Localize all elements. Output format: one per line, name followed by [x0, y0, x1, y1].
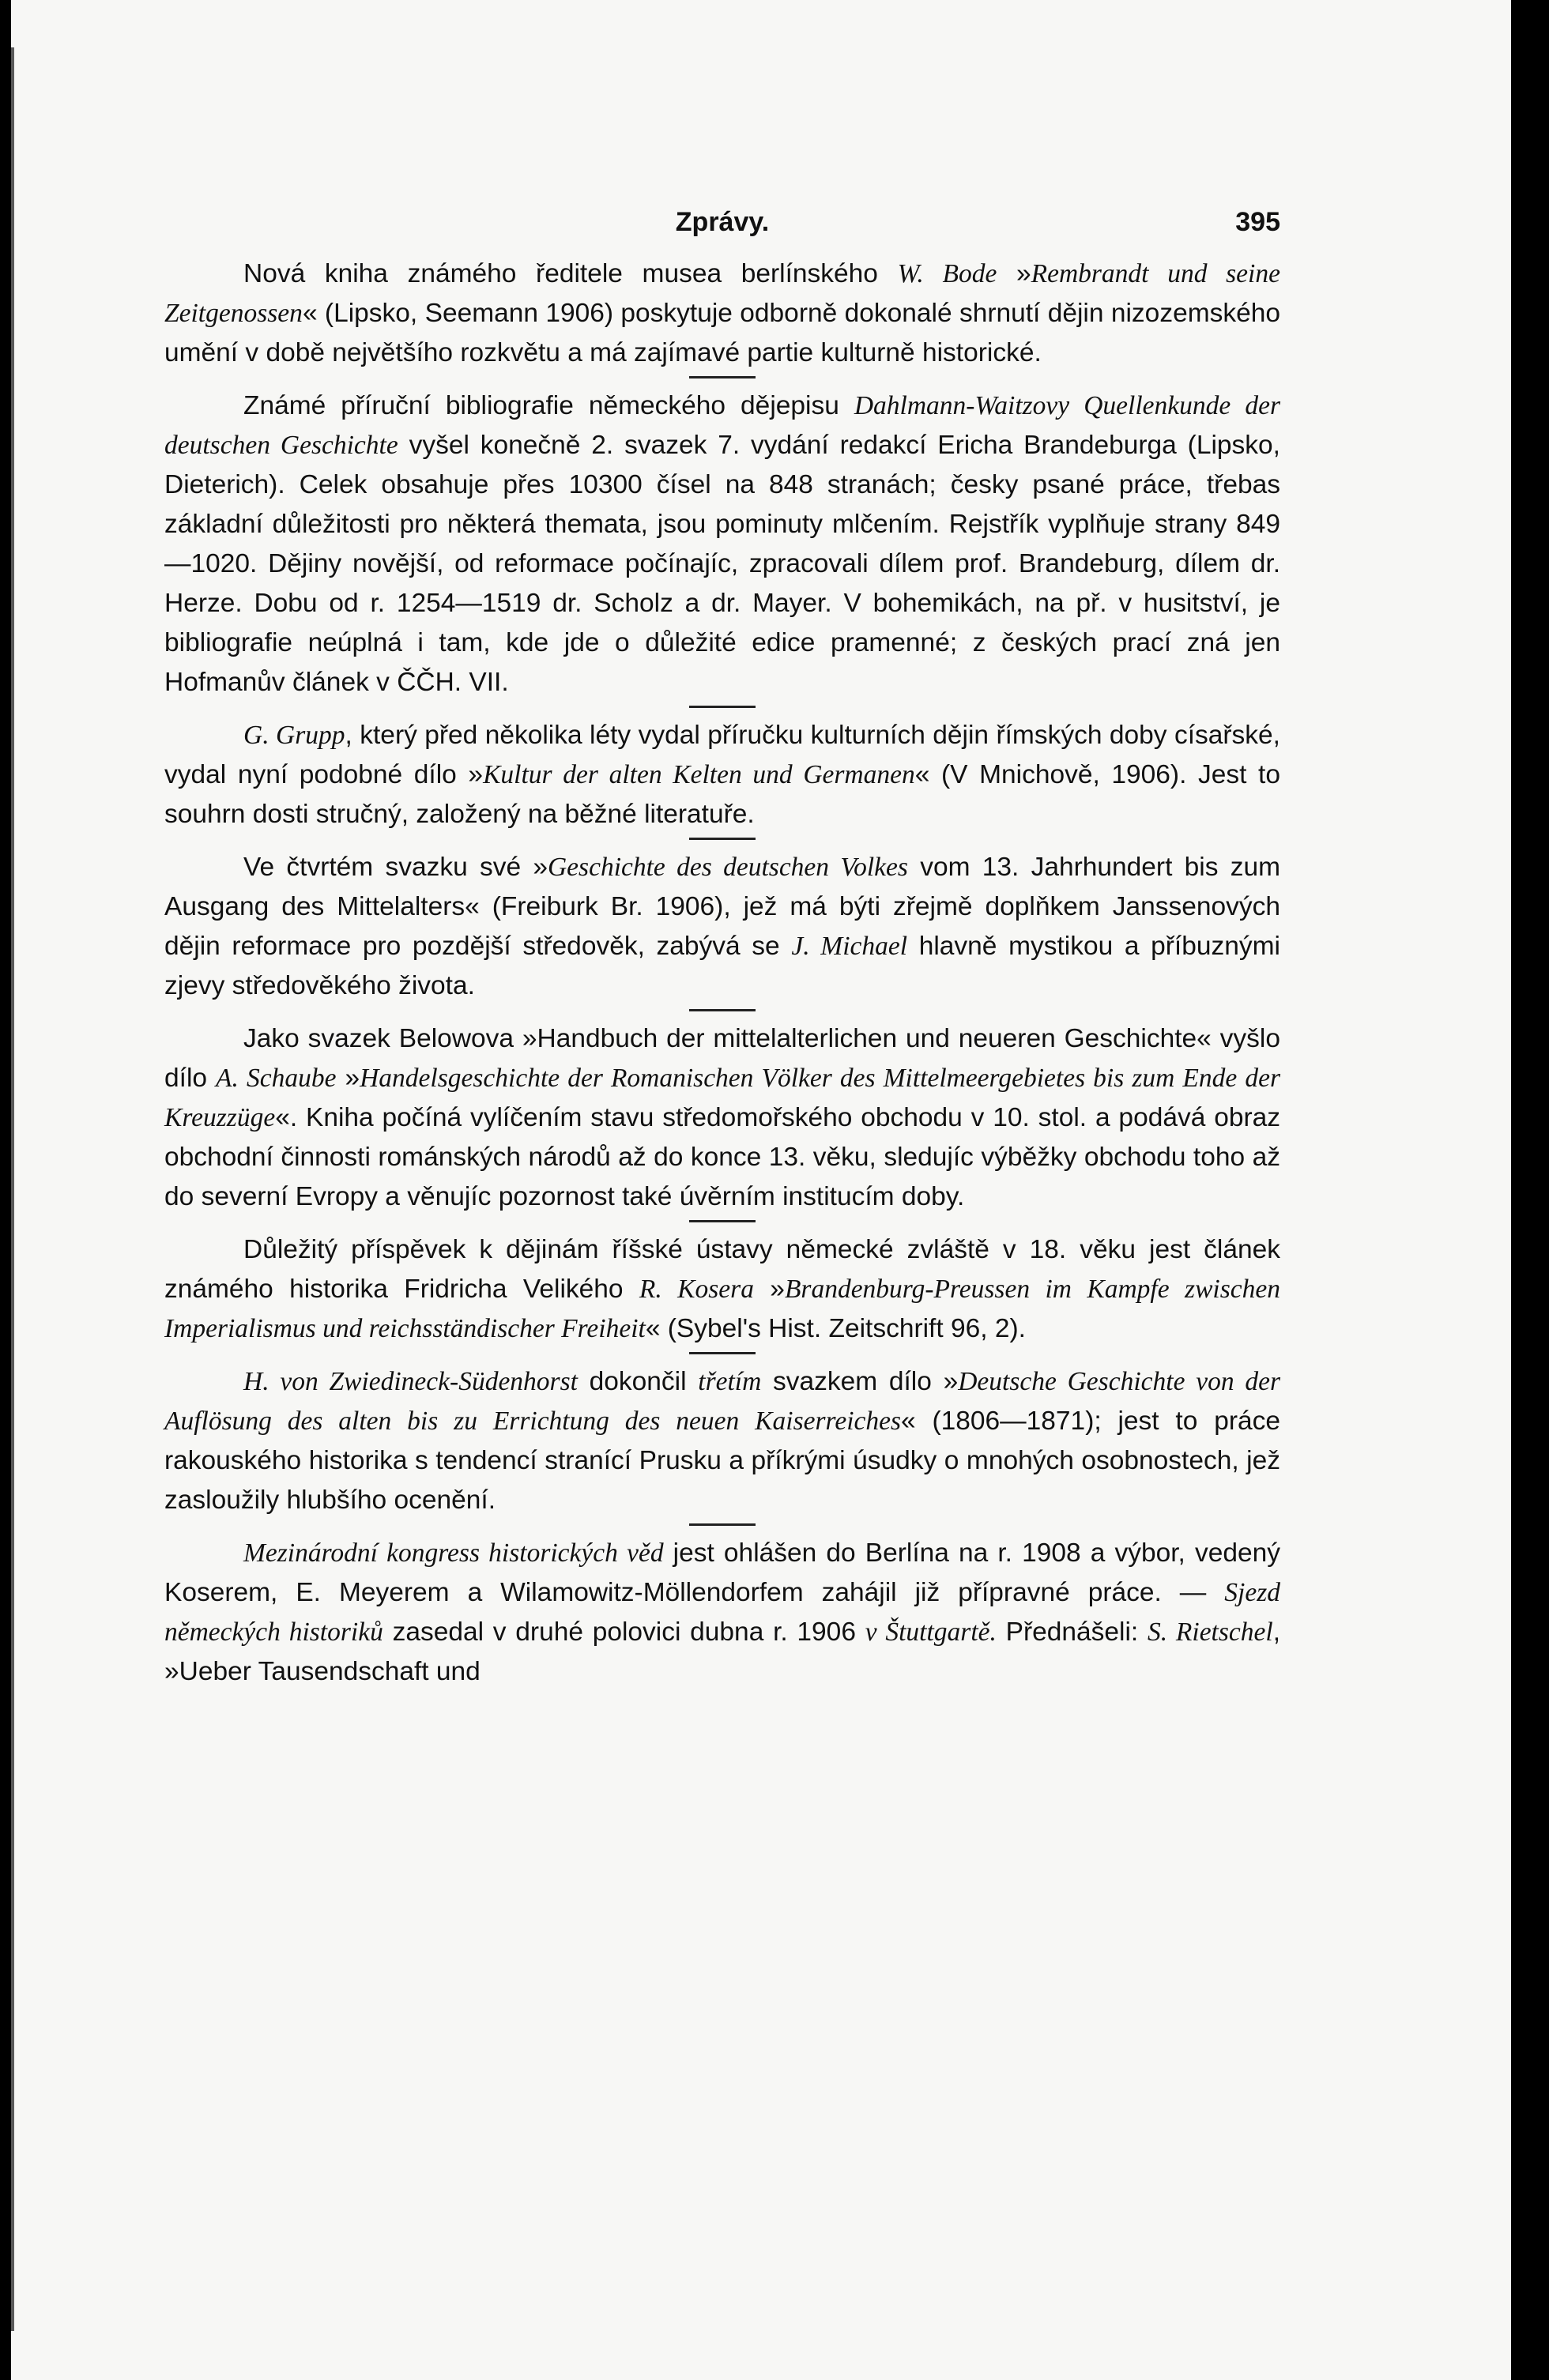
news-paragraph — [164, 848, 1280, 1006]
paragraph-text: « (1806—1871); jest to práce rakouského historika s tendencí stranící Prusku a příkrými úsudky o mnohých osobnostech, jež zasloužily hlubšího ocenění. — [164, 1407, 1280, 1515]
paragraph-text: Důležitý příspěvek k dějinám říšské ústavy německé zvláště v 18. věku jest článek známého historika Fridricha Velikého — [164, 1235, 1280, 1304]
italic-reference: S. Rietschel — [1147, 1617, 1273, 1647]
paragraph-text: Ve čtvrtém svazku své » — [243, 853, 548, 882]
italic-reference: J. Michael — [791, 932, 908, 961]
italic-reference: Brandenburg-Preussen im Kampfe zwischen Imperialismus und reichsständischer Freiheit — [164, 1275, 1280, 1343]
paragraph-text: , který před několika léty vydal příručku kulturních dějin římských doby císařské, vydal nyní podobné dílo » — [164, 721, 1280, 789]
paragraph-text: vom 13. Jahrhundert bis zum Ausgang des Mittelalters« (Freiburk Br. 1906), jež má býti zřejmě doplňkem Janssenových dějin reformace pro pozdější středověk, zabývá se — [164, 853, 1280, 961]
paragraph-separator — [689, 1352, 756, 1354]
news-paragraph — [164, 1019, 1280, 1217]
italic-reference: třetím — [698, 1367, 762, 1396]
paragraph-separator — [689, 838, 756, 840]
italic-reference: Deutsche Geschichte von der Auflösung des alten bis zu Errichtung des neuen Kaiserreiches — [164, 1367, 1280, 1436]
italic-reference: G. Grupp — [243, 721, 345, 750]
news-paragraph — [164, 1362, 1280, 1520]
italic-reference: Kultur der alten Kelten und Germanen — [483, 760, 915, 789]
paragraph-text: vyšel konečně 2. svazek 7. vydání redakcí Ericha Brandeburga (Lipsko, Dieterich). Celek obsahuje přes 10300 čísel na 848 stranách; česky psané práce, třebas základní důležitosti pro některá themata, jsou pominuty mlčením. Rejstřík vyplňuje strany 849—1020. Dějiny novější, od reformace počínajíc, zpracovali dílem prof. Brandeburg, dílem dr. Herze. Dobu od r. 1254—1519 dr. Scholz a dr. Mayer. V bohemikách, na př. v husitství, je bibliografie neúplná i tam, kde jde o důležité edice pramenné; z českých prací zná jen Hofmanův článek v ČČH. VII. — [164, 431, 1280, 697]
paragraph-separator — [689, 706, 756, 708]
paragraph-text: Přednášeli: — [996, 1617, 1148, 1647]
article-body — [164, 254, 1280, 1692]
italic-reference: W. Bode — [897, 259, 997, 288]
paragraph-text: » — [336, 1064, 360, 1093]
paragraph-text: » — [997, 259, 1031, 288]
paragraph-text: jest ohlášen do Berlína na r. 1908 a výbor, vedený Koserem, E. Meyerem a Wilamowitz-Möllendorfem zahájil již přípravné práce. — — [164, 1538, 1280, 1607]
running-header — [164, 207, 1280, 254]
italic-reference: Rembrandt und seine Zeitgenossen — [164, 259, 1280, 328]
paragraph-text: dokončil — [577, 1367, 699, 1396]
paragraph-text: , »Ueber Tausendschaft und — [164, 1617, 1281, 1686]
paragraph-text: « (V Mnichově, 1906). Jest to souhrn dosti stručný, založený na běžné literatuře. — [164, 760, 1280, 829]
paragraph-text: « (Sybel's Hist. Zeitschrift 96, 2). — [645, 1314, 1026, 1343]
italic-reference: Dahlmann-Waitzovy Quellenkunde der deutschen Geschichte — [164, 391, 1280, 460]
news-paragraph — [164, 1534, 1280, 1692]
paragraph-text: «. Kniha počíná vylíčením stavu středomořského obchodu v 10. stol. a podává obraz obchodní činnosti románských národů až do konce 13. věku, sledujíc výběžky obchodu toho až do severní Evropy a věnujíc pozornost také úvěrním institucím doby. — [164, 1103, 1280, 1211]
news-paragraph — [164, 1230, 1280, 1349]
italic-reference: R. Kosera — [639, 1275, 754, 1304]
italic-reference: v Štuttgartě. — [865, 1617, 997, 1647]
italic-reference: Geschichte des deutschen Volkes — [547, 853, 908, 882]
paragraph-separator — [689, 1220, 756, 1222]
news-paragraph — [164, 386, 1280, 702]
news-paragraph — [164, 716, 1280, 834]
paragraph-text: » — [753, 1275, 785, 1304]
paragraph-separator — [689, 376, 756, 378]
italic-reference: Sjezd německých historiků — [164, 1578, 1280, 1647]
paragraph-text: Jako svazek Belowova »Handbuch der mittelalterlichen und neueren Geschichte« vyšlo dílo — [164, 1024, 1280, 1093]
section-title: Zprávy. — [675, 207, 770, 237]
paragraph-separator — [689, 1523, 756, 1526]
italic-reference: H. von Zwiedineck-Südenhorst — [243, 1367, 578, 1396]
paragraph-text: zasedal v druhé polovici dubna r. 1906 — [383, 1617, 865, 1647]
paragraph-text: Nová kniha známého ředitele musea berlínského — [243, 259, 898, 288]
paragraph-text: « (Lipsko, Seemann 1906) poskytuje odborně dokonalé shrnutí dějin nizozemského umění v době největšího rozkvětu a má zajímavé partie kulturně historické. — [164, 299, 1280, 367]
italic-reference: Mezinárodní kongress historických věd — [243, 1538, 664, 1568]
paragraph-separator — [689, 1009, 756, 1011]
paragraph-text: Známé příruční bibliografie německého dějepisu — [243, 391, 854, 420]
paragraph-text: svazkem dílo » — [761, 1367, 959, 1396]
page-content — [164, 207, 1280, 1692]
page-edge-shadow — [11, 47, 14, 2331]
news-paragraph — [164, 254, 1280, 373]
paragraph-text: hlavně mystikou a příbuznými zjevy středověkého života. — [164, 932, 1280, 1000]
page-number: 395 — [1235, 207, 1280, 237]
italic-reference: A. Schaube — [216, 1064, 337, 1093]
italic-reference: Handelsgeschichte der Romanischen Völker des Mittelmeergebietes bis zum Ende der Kreuzzüge — [164, 1064, 1280, 1132]
